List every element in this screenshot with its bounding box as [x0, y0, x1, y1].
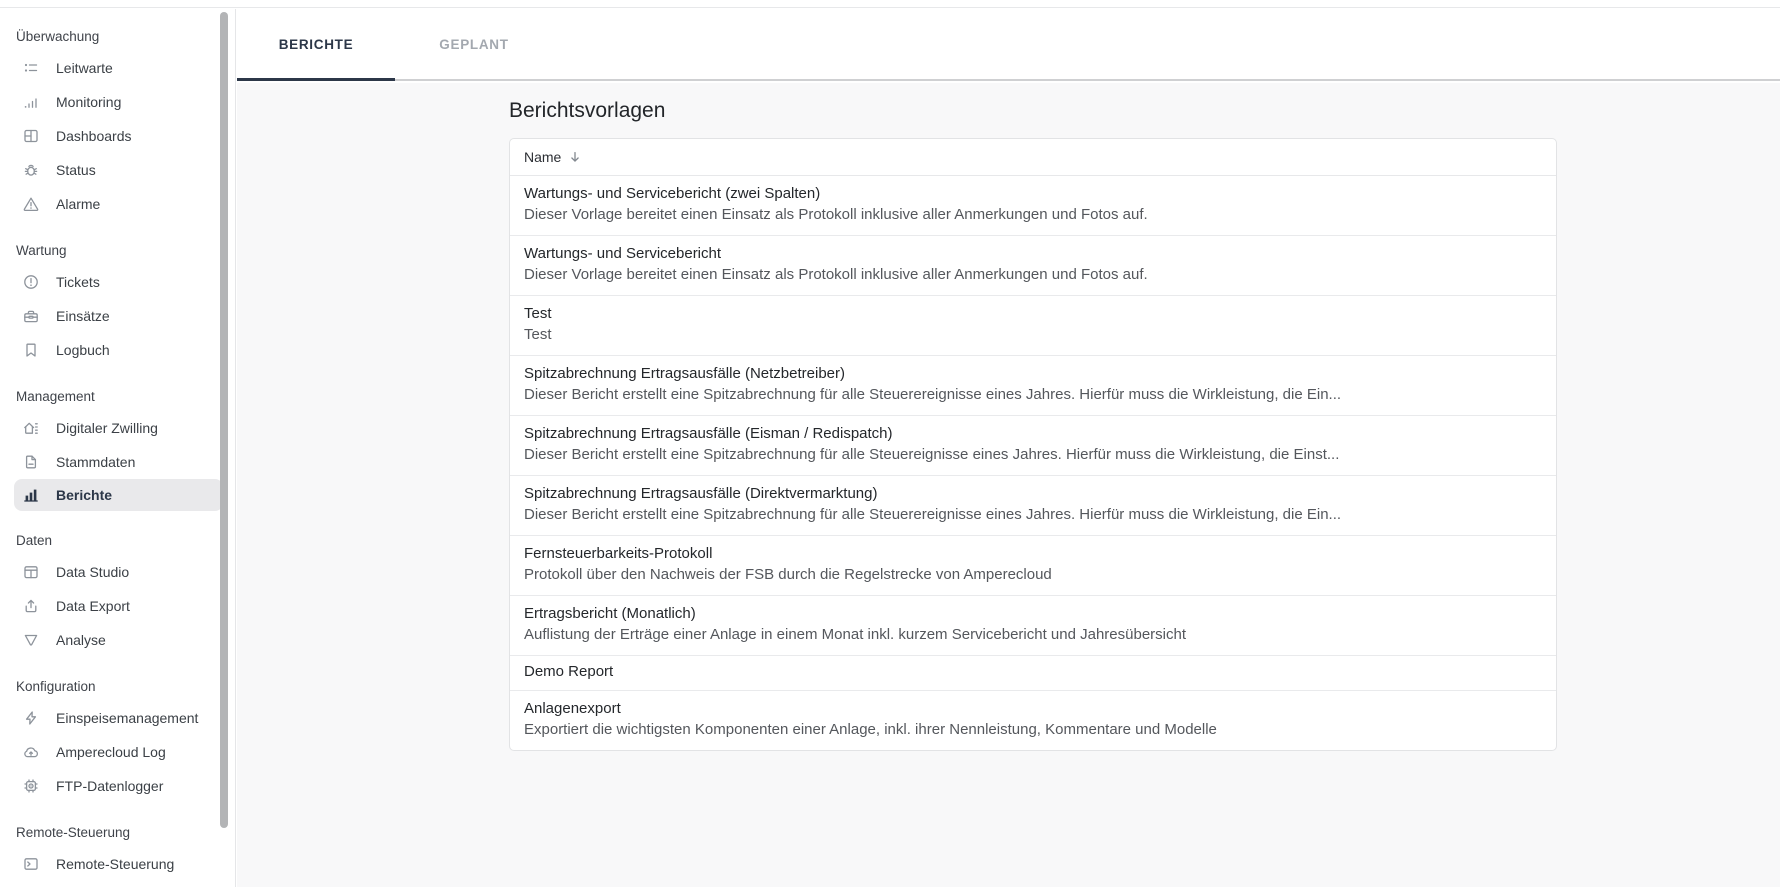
sidebar-item-label: Alarme	[56, 196, 101, 212]
control-room-list-icon	[22, 59, 40, 77]
export-arrow-icon	[22, 597, 40, 615]
sidebar-item-logbuch[interactable]	[0, 333, 235, 367]
bookmark-icon	[22, 341, 40, 359]
sidebar-item-einspeisemanagement[interactable]	[0, 701, 235, 735]
sidebar-section-label: Daten	[16, 532, 53, 548]
sidebar-item-status[interactable]	[0, 153, 235, 187]
sidebar-section-label: Überwachung	[16, 28, 100, 44]
sidebar-item-alarme[interactable]	[0, 187, 235, 221]
sidebar-item-berichte[interactable]	[14, 479, 223, 511]
sidebar-section-label: Wartung	[16, 242, 67, 258]
report-description: Exportiert die wichtigsten Komponenten einer Anlage, inkl. ihrer Nennleistung, Kommentare und Modelle	[524, 721, 1217, 738]
tab-geplant[interactable]: GEPLANT	[439, 36, 509, 52]
report-name: Wartungs- und Servicebericht (zwei Spalten)	[524, 185, 821, 202]
sidebar-item-label: FTP-Datenlogger	[56, 778, 164, 794]
exclamation-circle-icon	[22, 273, 40, 291]
page-title: Berichtsvorlagen	[509, 99, 666, 122]
sidebar-section-label: Management	[16, 388, 95, 404]
table-row[interactable]	[510, 356, 1556, 416]
sidebar-item-dashboards[interactable]	[0, 119, 235, 153]
sidebar-item-ftp-datenlogger[interactable]	[0, 769, 235, 803]
report-name: Spitzabrechnung Ertragsausfälle (Eisman / Redispatch)	[524, 425, 893, 442]
toolbox-icon	[22, 307, 40, 325]
sidebar-item-leitwarte[interactable]	[0, 51, 235, 85]
sidebar-item-digitaler-zwilling[interactable]	[0, 411, 235, 445]
document-icon	[22, 453, 40, 471]
sidebar-item-amperecloud-log[interactable]	[0, 735, 235, 769]
sidebar-item-label: Status	[56, 162, 96, 178]
signal-bars-icon	[22, 93, 40, 111]
sidebar-item-label: Tickets	[56, 274, 100, 290]
column-label-name: Name	[524, 149, 562, 165]
table-row[interactable]	[510, 656, 1556, 691]
report-description: Dieser Bericht erstellt eine Spitzabrechnung für alle Steuerereignisse eines Jahres. Hierfür muss die Wirkleistung, die Ein...	[524, 386, 1342, 403]
report-name: Fernsteuerbarkeits-Protokoll	[524, 545, 713, 562]
sidebar-item-data-export[interactable]	[0, 589, 235, 623]
sidebar-section-ueberwachung	[0, 21, 235, 221]
warning-triangle-icon	[22, 195, 40, 213]
report-name: Anlagenexport	[524, 700, 621, 717]
report-name: Ertragsbericht (Monatlich)	[524, 605, 696, 622]
table-row[interactable]	[510, 236, 1556, 296]
sidebar-item-einsaetze[interactable]	[0, 299, 235, 333]
funnel-icon	[22, 631, 40, 649]
sidebar-item-label: Analyse	[56, 632, 106, 648]
sidebar-item-label: Einsätze	[56, 308, 110, 324]
report-description: Dieser Bericht erstellt eine Spitzabrechnung für alle Steuereignisse eines Jahres. Hierfür muss die Wirkleistung, die Einst...	[524, 446, 1340, 463]
report-description: Dieser Vorlage bereitet einen Einsatz als Protokoll inklusive aller Anmerkungen und Fotos auf.	[524, 206, 1148, 223]
tab-bar	[237, 9, 1780, 81]
lightning-icon	[22, 709, 40, 727]
sidebar-section-remote-steuerung	[0, 817, 235, 881]
terminal-icon	[22, 855, 40, 873]
report-name: Wartungs- und Servicebericht	[524, 245, 722, 262]
table-row[interactable]	[510, 691, 1556, 750]
report-description: Dieser Vorlage bereitet einen Einsatz als Protokoll inklusive aller Anmerkungen und Fotos auf.	[524, 266, 1148, 283]
table-row[interactable]	[510, 596, 1556, 656]
report-description: Test	[524, 326, 552, 343]
report-name: Spitzabrechnung Ertragsausfälle (Netzbetreiber)	[524, 365, 845, 382]
report-description: Auflistung der Erträge einer Anlage in einem Monat inkl. kurzem Servicebericht und Jahresübersicht	[524, 626, 1187, 643]
table-row[interactable]	[510, 476, 1556, 536]
sidebar-item-data-studio[interactable]	[0, 555, 235, 589]
report-description: Dieser Bericht erstellt eine Spitzabrechnung für alle Steuerereignisse eines Jahres. Hierfür muss die Wirkleistung, die Ein...	[524, 506, 1342, 523]
sidebar-item-analyse[interactable]	[0, 623, 235, 657]
table-row[interactable]	[510, 536, 1556, 596]
sidebar	[0, 9, 236, 887]
bug-status-icon	[22, 161, 40, 179]
sidebar-item-label: Einspeisemanagement	[56, 710, 199, 726]
tab-berichte[interactable]: BERICHTE	[237, 9, 395, 79]
sidebar-item-label: Stammdaten	[56, 454, 136, 470]
top-divider	[0, 0, 1780, 8]
report-name: Test	[524, 305, 552, 322]
sidebar-item-stammdaten[interactable]	[0, 445, 235, 479]
house-twin-icon	[22, 419, 40, 437]
sidebar-section-management	[0, 381, 235, 511]
report-name: Demo Report	[524, 663, 614, 680]
sidebar-item-label: Amperecloud Log	[56, 744, 166, 760]
content-area	[237, 83, 1780, 887]
grid-layout-icon	[22, 127, 40, 145]
sidebar-item-label: Leitwarte	[56, 60, 113, 76]
table-row[interactable]	[510, 296, 1556, 356]
sidebar-item-label: Remote-Steuerung	[56, 856, 175, 872]
sidebar-section-label: Konfiguration	[16, 678, 96, 694]
sidebar-item-remote-steuerung[interactable]	[0, 847, 235, 881]
sidebar-section-label: Remote-Steuerung	[16, 824, 131, 840]
table-header-name[interactable]	[510, 139, 1556, 176]
chip-icon	[22, 777, 40, 795]
table-row[interactable]	[510, 176, 1556, 236]
sidebar-item-label: Data Export	[56, 598, 130, 614]
cloud-upload-icon	[22, 743, 40, 761]
sidebar-item-monitoring[interactable]	[0, 85, 235, 119]
layout-panel-icon	[22, 563, 40, 581]
report-description: Protokoll über den Nachweis der FSB durch die Regelstrecke von Amperecloud	[524, 566, 1052, 583]
table-row[interactable]	[510, 416, 1556, 476]
report-templates-table	[509, 138, 1557, 751]
sidebar-item-label: Data Studio	[56, 564, 130, 580]
sidebar-section-konfiguration	[0, 671, 235, 803]
sidebar-section-daten	[0, 525, 235, 657]
sidebar-item-tickets[interactable]	[0, 265, 235, 299]
bar-chart-icon	[22, 486, 40, 504]
sidebar-scrollbar-thumb[interactable]	[220, 12, 228, 828]
sidebar-item-label: Digitaler Zwilling	[56, 420, 158, 436]
sidebar-item-label: Berichte	[56, 487, 113, 503]
report-name: Spitzabrechnung Ertragsausfälle (Direktvermarktung)	[524, 485, 878, 502]
sidebar-item-label: Dashboards	[56, 128, 132, 144]
sidebar-section-wartung	[0, 235, 235, 367]
sidebar-item-label: Monitoring	[56, 94, 122, 110]
sidebar-item-label: Logbuch	[56, 342, 110, 358]
arrow-down-icon	[568, 150, 582, 164]
